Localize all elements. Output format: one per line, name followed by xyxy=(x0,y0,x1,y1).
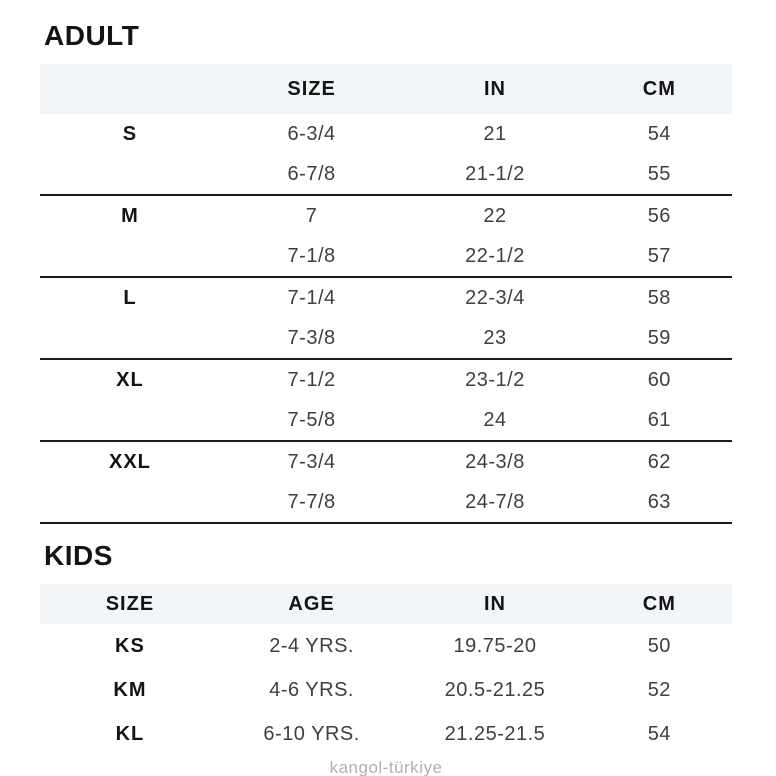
kids-table-header xyxy=(40,584,732,624)
in-value: 22-1/2 xyxy=(465,244,525,267)
table-row xyxy=(40,360,732,400)
kids-header-in: IN xyxy=(483,592,506,615)
table-row xyxy=(40,236,732,276)
in-value: 24-3/8 xyxy=(465,450,525,473)
in-value: 20.5-21.25 xyxy=(444,678,546,701)
cm-value: 54 xyxy=(647,722,671,745)
in-value: 21 xyxy=(483,122,507,145)
in-value: 21.25-21.5 xyxy=(444,722,546,745)
kids-size-table xyxy=(40,584,732,756)
kids-header-size: SIZE xyxy=(105,592,155,615)
size-value: 7-3/8 xyxy=(287,326,336,349)
in-value: 19.75-20 xyxy=(453,634,537,657)
size-group-l xyxy=(40,278,732,360)
cm-value: 50 xyxy=(647,634,671,657)
cm-value: 60 xyxy=(647,368,671,391)
cm-value: 52 xyxy=(647,678,671,701)
cm-value: 59 xyxy=(647,326,671,349)
table-row xyxy=(40,712,732,756)
kids-header-cm: CM xyxy=(642,592,676,615)
age-value: 2-4 YRS. xyxy=(269,634,354,657)
in-value: 24 xyxy=(483,408,507,431)
table-row xyxy=(40,278,732,318)
size-group-xl xyxy=(40,360,732,442)
size-label: KM xyxy=(113,678,147,701)
age-value: 6-10 YRS. xyxy=(263,722,360,745)
in-value: 22-3/4 xyxy=(465,286,525,309)
size-value: 6-7/8 xyxy=(287,162,336,185)
size-label: L xyxy=(123,286,137,309)
table-row xyxy=(40,624,732,668)
size-group-s xyxy=(40,114,732,196)
size-label: XL xyxy=(116,368,144,391)
cm-value: 57 xyxy=(647,244,671,267)
size-label: XXL xyxy=(109,450,151,473)
table-row xyxy=(40,154,732,194)
size-group-xxl xyxy=(40,442,732,524)
adult-header-in: IN xyxy=(483,77,506,100)
kids-header-age: AGE xyxy=(288,592,335,615)
size-value: 7-1/4 xyxy=(287,286,336,309)
cm-value: 58 xyxy=(647,286,671,309)
table-row xyxy=(40,318,732,358)
size-label: KL xyxy=(115,722,145,745)
adult-header-size: SIZE xyxy=(287,77,336,100)
in-value: 23-1/2 xyxy=(465,368,525,391)
adult-table-header xyxy=(40,64,732,114)
size-label: M xyxy=(121,204,139,227)
cm-value: 61 xyxy=(647,408,671,431)
table-row xyxy=(40,442,732,482)
size-group-m xyxy=(40,196,732,278)
cm-value: 54 xyxy=(647,122,671,145)
adult-header-cm: CM xyxy=(642,77,676,100)
size-value: 7 xyxy=(305,204,318,227)
table-row xyxy=(40,196,732,236)
cm-value: 56 xyxy=(647,204,671,227)
size-value: 7-7/8 xyxy=(287,490,336,513)
table-row xyxy=(40,400,732,440)
age-value: 4-6 YRS. xyxy=(269,678,354,701)
watermark-text: kangol-türkiye xyxy=(329,758,443,776)
size-value: 7-3/4 xyxy=(287,450,336,473)
adult-section-title: ADULT xyxy=(44,20,140,51)
size-label: KS xyxy=(115,634,145,657)
cm-value: 63 xyxy=(647,490,671,513)
in-value: 24-7/8 xyxy=(465,490,525,513)
table-row xyxy=(40,482,732,522)
size-value: 6-3/4 xyxy=(287,122,336,145)
size-value: 7-5/8 xyxy=(287,408,336,431)
table-row xyxy=(40,668,732,712)
table-row xyxy=(40,114,732,154)
size-value: 7-1/2 xyxy=(287,368,336,391)
size-value: 7-1/8 xyxy=(287,244,336,267)
adult-size-table xyxy=(40,64,732,524)
in-value: 21-1/2 xyxy=(465,162,525,185)
cm-value: 62 xyxy=(647,450,671,473)
in-value: 23 xyxy=(483,326,507,349)
size-label: S xyxy=(122,122,138,145)
kids-section-title: KIDS xyxy=(44,540,113,572)
cm-value: 55 xyxy=(647,162,671,185)
in-value: 22 xyxy=(483,204,507,227)
